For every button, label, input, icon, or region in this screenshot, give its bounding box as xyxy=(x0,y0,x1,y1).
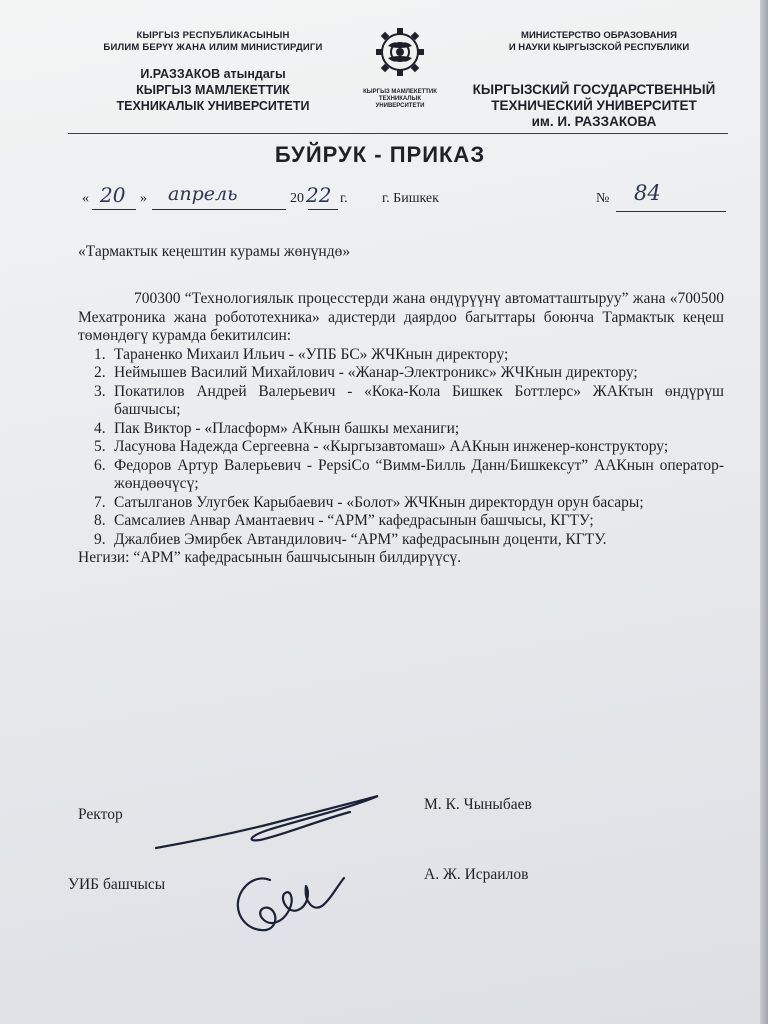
ministry-ru-header xyxy=(494,30,704,54)
list-item: 2. Неймышев Василий Михайлович - «Жанар-Электроникс» ЖЧКнын директору; xyxy=(94,364,638,381)
date-year-prefix: 20 xyxy=(290,191,304,206)
rector-signature xyxy=(150,790,390,860)
header-divider xyxy=(68,133,728,134)
ministry-kg-line-1: КЫРГЫЗ РЕСПУБЛИКАСЫНЫН xyxy=(136,30,290,41)
uib-signature xyxy=(226,866,366,946)
date-city: г. Бишкек xyxy=(382,191,439,206)
university-logo xyxy=(360,24,440,110)
date-month: апрель xyxy=(168,183,238,205)
date-day: 20 xyxy=(100,183,126,207)
list-item: 7. Сатылганов Улугбек Карыбаевич - «Болот» ЖЧКнын директордун орун басары; xyxy=(94,493,644,511)
list-item: 8. Самсалиев Анвар Амантаевич - “АРМ” кафедрасынын башчысы, КГТУ; xyxy=(94,512,594,529)
university-kg-line-3: ТЕХНИКАЛЫК УНИВЕРСИТЕТИ xyxy=(116,99,310,113)
university-ru-line-3: им. И. РАЗЗАКОВА xyxy=(531,114,657,129)
list-item: 4. Пак Виктор - «Пласформ» АКнын башкы механиги; xyxy=(94,419,460,437)
council-members-list xyxy=(78,346,724,550)
ministry-kg-header xyxy=(88,30,338,54)
university-kg-line-2: КЫРГЫЗ МАМЛЕКЕТТИК xyxy=(136,83,290,97)
logo-caption-line-2: ТЕХНИКАЛЫК УНИВЕРСИТЕТИ xyxy=(375,96,425,109)
order-body xyxy=(78,290,724,568)
ministry-kg-line-2: БИЛИМ БЕРҮҮ ЖАНА ИЛИМ МИНИСТИРДИГИ xyxy=(103,42,323,53)
date-line xyxy=(78,181,728,215)
list-item: 9. Джалбиев Эмирбек Автандилович- “АРМ” кафедрасынын доценти, КГТУ. xyxy=(94,530,607,548)
list-item: 3. Покатилов Андрей Валерьевич - «Кока-Кола Бишкек Боттлерс» ЖАКтын өндүрүш башчысы; xyxy=(94,382,724,418)
list-item: 5. Ласунова Надежда Сергеевна - «Кыргызавтомаш» ААКнын инженер-конструктору; xyxy=(94,438,669,455)
order-number: 84 xyxy=(634,181,661,205)
date-quote-open: « xyxy=(82,191,89,206)
university-ru-header xyxy=(454,82,734,130)
university-kg-line-1: И.РАЗЗАКОВ атындагы xyxy=(140,67,286,81)
list-item: 1. Тараненко Михаил Ильич - «УПБ БС» ЖЧКнын директору; xyxy=(94,345,509,363)
date-year-unit: г. xyxy=(340,191,348,206)
uib-label: УИБ башчысы xyxy=(68,876,166,893)
order-subject: «Тармактык кеңештин курамы жөнүндө» xyxy=(78,243,351,260)
date-year-suffix: 22 xyxy=(306,183,332,207)
rector-name: М. К. Чыныбаев xyxy=(424,796,532,813)
uib-name: А. Ж. Исраилов xyxy=(424,866,529,883)
date-quote-close: » xyxy=(140,191,147,206)
university-emblem-icon xyxy=(374,24,426,82)
ministry-ru-line-2: И НАУКИ КЫРГЫЗСКОЙ РЕСПУБЛИКИ xyxy=(508,42,690,53)
logo-caption-line-1: КЫРГЫЗ МАМЛЕКЕТТИК xyxy=(363,89,437,95)
ministry-ru-line-1: МИНИСТЕРСТВО ОБРАЗОВАНИЯ xyxy=(521,30,677,41)
university-ru-line-2: ТЕХНИЧЕСКИЙ УНИВЕРСИТЕТ xyxy=(491,98,697,113)
document-title: БУЙРУК - ПРИКАЗ xyxy=(274,142,486,167)
order-number-label: № xyxy=(596,191,610,206)
order-basis: Негизи: “АРМ” кафедрасынын башчысынын билдирүүсү. xyxy=(78,549,462,566)
university-ru-line-1: КЫРГЫЗСКИЙ ГОСУДАРСТВЕННЫЙ xyxy=(472,82,716,97)
order-preamble: 700300 “Технологиялык процесстерди жана өндүрүүнү автоматташтыруу” жана «700500 Мехатроника жана робототехника» адистерди даярдоо багыттары боюнча Тармактык кеңеш төмөндөгү курамда бекитилсин: xyxy=(78,290,724,344)
list-item: 6. Федоров Артур Валерьевич - PepsiCo “Вимм-Билль Данн/Бишкексут” ААКнын оператор-жөндөөчүсү; xyxy=(94,456,724,492)
page-edge xyxy=(760,0,768,1024)
rector-label: Ректор xyxy=(78,806,123,823)
university-kg-header xyxy=(88,66,338,114)
